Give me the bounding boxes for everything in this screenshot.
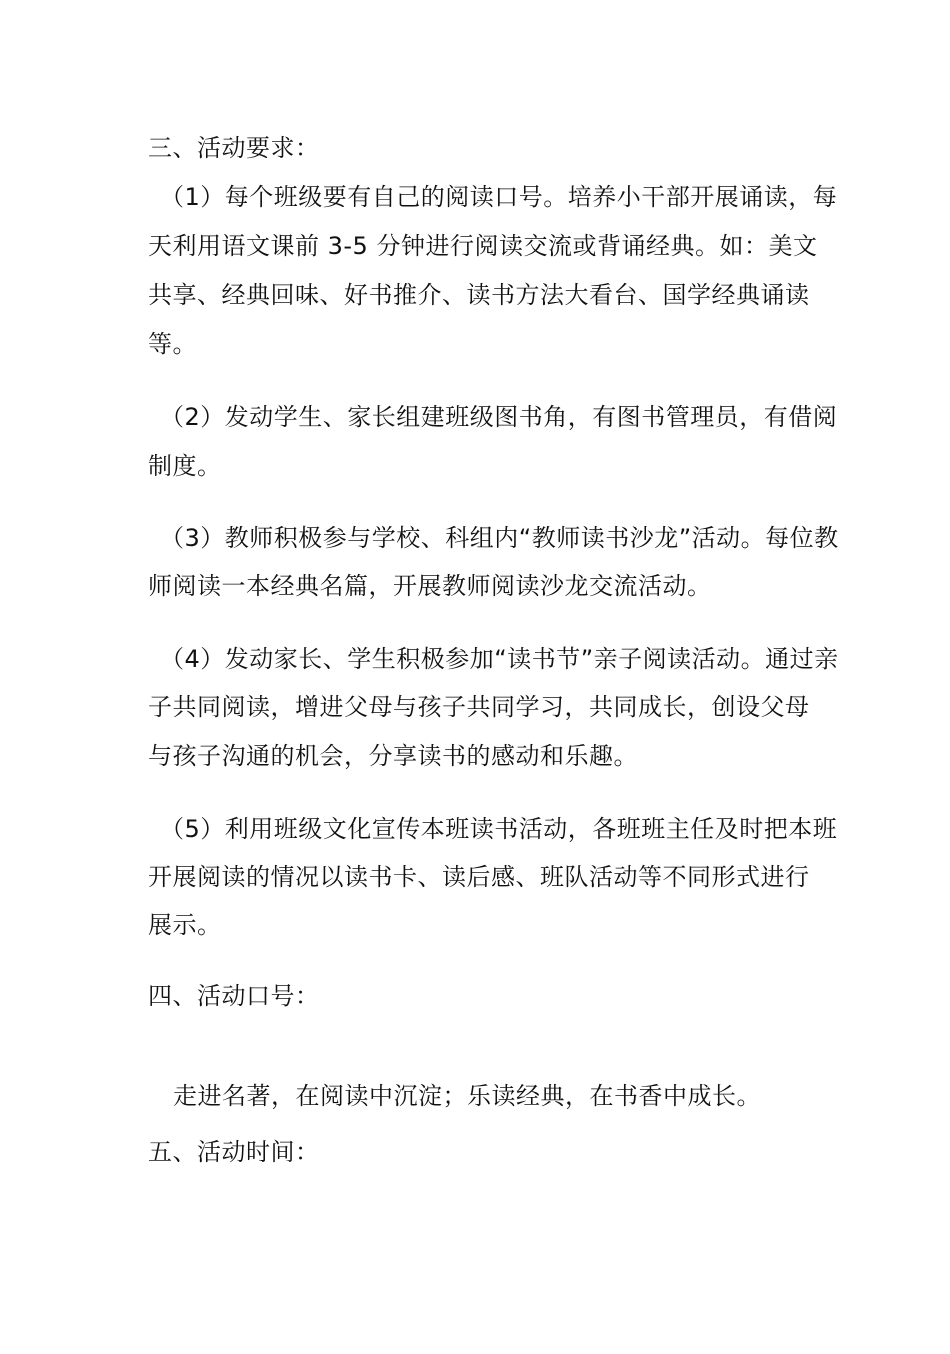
item-5-line-2: 开展阅读的情况以读书卡、读后感、班队活动等不同形式进行 — [148, 863, 810, 891]
item-5-line-3: 展示。 — [148, 911, 222, 939]
section-heading-time: 五、活动时间： — [148, 1138, 320, 1166]
item-1-line-2: 天利用语文课前 3-5 分钟进行阅读交流或背诵经典。如：美文 — [148, 232, 818, 260]
item-3-line-2: 师阅读一本经典名篇，开展教师阅读沙龙交流活动。 — [148, 572, 712, 600]
item-2-line-2: 制度。 — [148, 452, 222, 480]
item-1-line-3: 共享、经典回味、好书推介、读书方法大看台、国学经典诵读 — [148, 281, 810, 309]
item-4-line-2: 子共同阅读，增进父母与孩子共同学习，共同成长，创设父母 — [148, 693, 810, 721]
item-2-line-1: （2）发动学生、家长组建班级图书角，有图书管理员，有借阅 — [160, 403, 838, 431]
item-4-line-3: 与孩子沟通的机会，分享读书的感动和乐趣。 — [148, 742, 638, 770]
item-5-line-1: （5）利用班级文化宣传本班读书活动，各班班主任及时把本班 — [160, 815, 838, 843]
item-1-line-4: 等。 — [148, 330, 197, 358]
item-1-line-1: （1）每个班级要有自己的阅读口号。培养小干部开展诵读，每 — [160, 183, 838, 211]
item-3-line-1: （3）教师积极参与学校、科组内“教师读书沙龙”活动。每位教 — [160, 524, 839, 552]
section-heading-requirements: 三、活动要求： — [148, 134, 320, 162]
activity-slogan: 走进名著，在阅读中沉淀；乐读经典，在书香中成长。 — [173, 1082, 761, 1110]
section-heading-slogan: 四、活动口号： — [148, 982, 320, 1010]
item-4-line-1: （4）发动家长、学生积极参加“读书节”亲子阅读活动。通过亲 — [160, 645, 839, 673]
